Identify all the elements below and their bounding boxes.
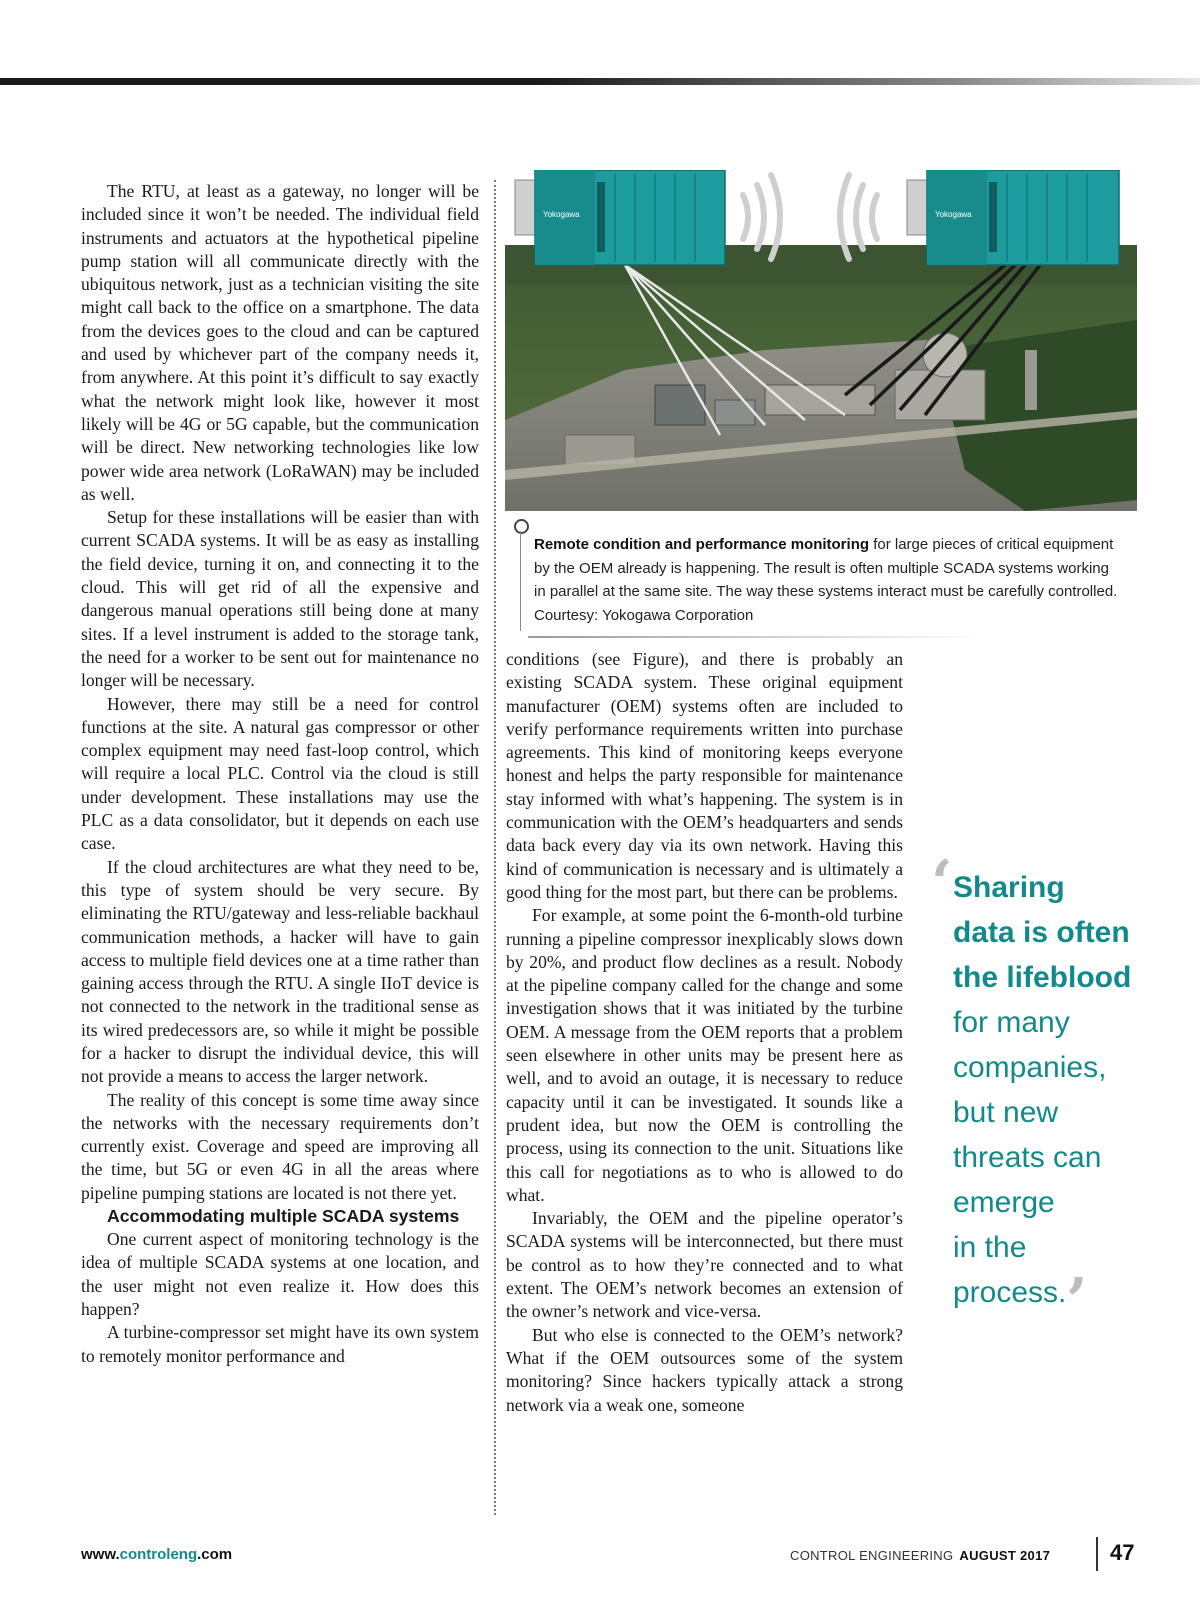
footer-url[interactable] <box>81 1546 232 1563</box>
pull-quote-line: process. <box>953 1276 1067 1309</box>
paragraph: If the cloud architectures are what they need to be, this type of system should be very secure. By eliminating the RTU/gateway and less-reliable backhaul communication methods, a hacker will have to gain access to multiple field devices one at a time rather than gaining access through the RTU. A single IIoT device is not connected to the network in the traditional sense as its wired predecessors are, so while it might be possible for a hacker to disrupt the individual device, this will not provide a means to access the larger network. <box>81 856 479 1087</box>
building <box>655 385 705 425</box>
pull-quote-line: companies, <box>953 1051 1107 1084</box>
controller-device-left <box>515 170 725 265</box>
paragraph: conditions (see Figure), and there is probably an existing SCADA system. These original equipment manufacturer (OEM) systems often are included to verify performance requirements written into purchase agreements. This kind of monitoring keeps everyone honest and helps the party responsible for maintenance stay informed with what’s happening. The system is in communication with the OEM’s headquarters and sends data back every day via its own network. Having this kind of communication is necessary and is ultimately a good thing for the most part, but there can be problems. <box>506 649 903 902</box>
caption-pin-icon <box>514 519 529 534</box>
close-quote-icon: ’ <box>1066 1264 1088 1337</box>
stack <box>1025 350 1037 410</box>
device-brand-label: Yokogawa <box>543 210 580 219</box>
pull-quote-line: for many <box>953 1006 1070 1039</box>
figure-caption <box>534 533 1122 627</box>
column-divider <box>494 180 496 1515</box>
article-column-left <box>81 180 479 1368</box>
paragraph: The RTU, at least as a gateway, no longer will be included since it won’t be needed. The individual field instruments and actuators at the hypothetical pipeline pump station will all communicate directly with the ubiquitous network, just as a technician visiting the site might call back to the office on a smartphone. The data from the devices goes to the cloud and can be captured and used by whichever part of the company needs it, from anywhere. At this point it’s difficult to say exactly what the network might look like, however it most likely will be 4G or 5G capable, but the communication will be direct. New networking technologies like low power wide area network (LoRaWAN) may be included as well. <box>81 181 479 504</box>
paragraph: The reality of this concept is some time away since the networks with the necessary requirements don’t currently exist. Coverage and speed are improving all the time, but 5G or even 4G in all the areas where pipeline pumping stations are located is not there yet. <box>81 1089 479 1203</box>
article-column-right <box>506 648 903 1417</box>
pull-quote-line: in the <box>953 1231 1027 1264</box>
paragraph: Invariably, the OEM and the pipeline operator’s SCADA systems will be interconnected, but there must be control as to how they’re connected and to what extent. The OEM’s network becomes an extension of the owner’s network and vice-versa. <box>506 1208 903 1322</box>
paragraph: For example, at some point the 6-month-old turbine running a pipeline compressor inexplicably slows down by 20%, and product flow declines as a result. Nobody at the pipeline company called for the change and some investigation shows that it was initiated by the turbine OEM. A message from the OEM reports that a problem seen elsewhere in other units may be present here as well, and to avoid an outage, it is necessary to reduce capacity until it can be investigated. It sounds like a prudent idea, but now the OEM is controlling the process, using its connection to the unit. Situations like this call for negotiations as to who is allowed to do what. <box>506 905 903 1205</box>
figure-photo <box>505 170 1137 526</box>
header-rule <box>0 78 1200 85</box>
paragraph: A turbine-compressor set might have its own system to remotely monitor performance and <box>81 1322 479 1366</box>
footer-separator <box>1096 1537 1098 1571</box>
url-prefix: www. <box>81 1546 120 1563</box>
paragraph: Setup for these installations will be easier than with current SCADA systems. It will be as easy as installing the field device, turning it on, and connecting it to the cloud. This will get rid of all the expensive and dangerous manual operations still being done at many sites. If a level instrument is added to the storage tank, the need for a worker to be sent out for maintenance no longer will be necessary. <box>81 507 479 691</box>
url-suffix: .com <box>197 1546 233 1563</box>
pull-quote <box>953 865 1153 1315</box>
magazine-name: CONTROL ENGINEERING <box>790 1548 954 1563</box>
section-subhead: Accommodating multiple SCADA systems <box>107 1206 460 1227</box>
pull-quote-line: threats can <box>953 1141 1102 1174</box>
paragraph: One current aspect of monitoring technology is the idea of multiple SCADA systems at one location, and the user might not even realize it. How does this happen? <box>81 1229 479 1319</box>
url-accent: controleng <box>119 1546 198 1563</box>
pull-quote-line: data is often <box>953 916 1130 949</box>
caption-rule <box>528 636 988 638</box>
caption-text: for large pieces of critical equipment by the OEM already is happening. The result is often multiple SCADA systems working in parallel at the same site. The way these systems interact must be carefully controlled. Courtesy: Yokogawa Corporation <box>534 536 1118 624</box>
page-number: 47 <box>1110 1540 1135 1565</box>
paragraph: But who else is connected to the OEM’s network? What if the OEM outsources some of the system monitoring? Since hackers typically attack a strong network via a weak one, someone <box>506 1324 903 1415</box>
pull-quote-line: emerge <box>953 1186 1055 1219</box>
caption-pin-line <box>520 531 521 631</box>
pull-quote-line: but new <box>953 1096 1059 1129</box>
footer-masthead <box>790 1548 1050 1563</box>
pull-quote-line: the lifeblood <box>953 961 1132 994</box>
pull-quote-line: Sharing <box>953 871 1065 904</box>
issue-date: AUGUST 2017 <box>959 1548 1051 1563</box>
open-quote-icon: ‘ <box>931 846 953 919</box>
device-brand-label: Yokogawa <box>935 210 972 219</box>
controller-device-right <box>907 170 1119 265</box>
caption-bold: Remote condition and performance monitoring <box>534 536 870 553</box>
paragraph: However, there may still be a need for control functions at the site. A natural gas compressor or other complex equipment may need fast-loop control, which will require a local PLC. Control via the cloud is still under development. These installations may use the PLC as a data consolidator, but it depends on each use case. <box>81 693 479 854</box>
